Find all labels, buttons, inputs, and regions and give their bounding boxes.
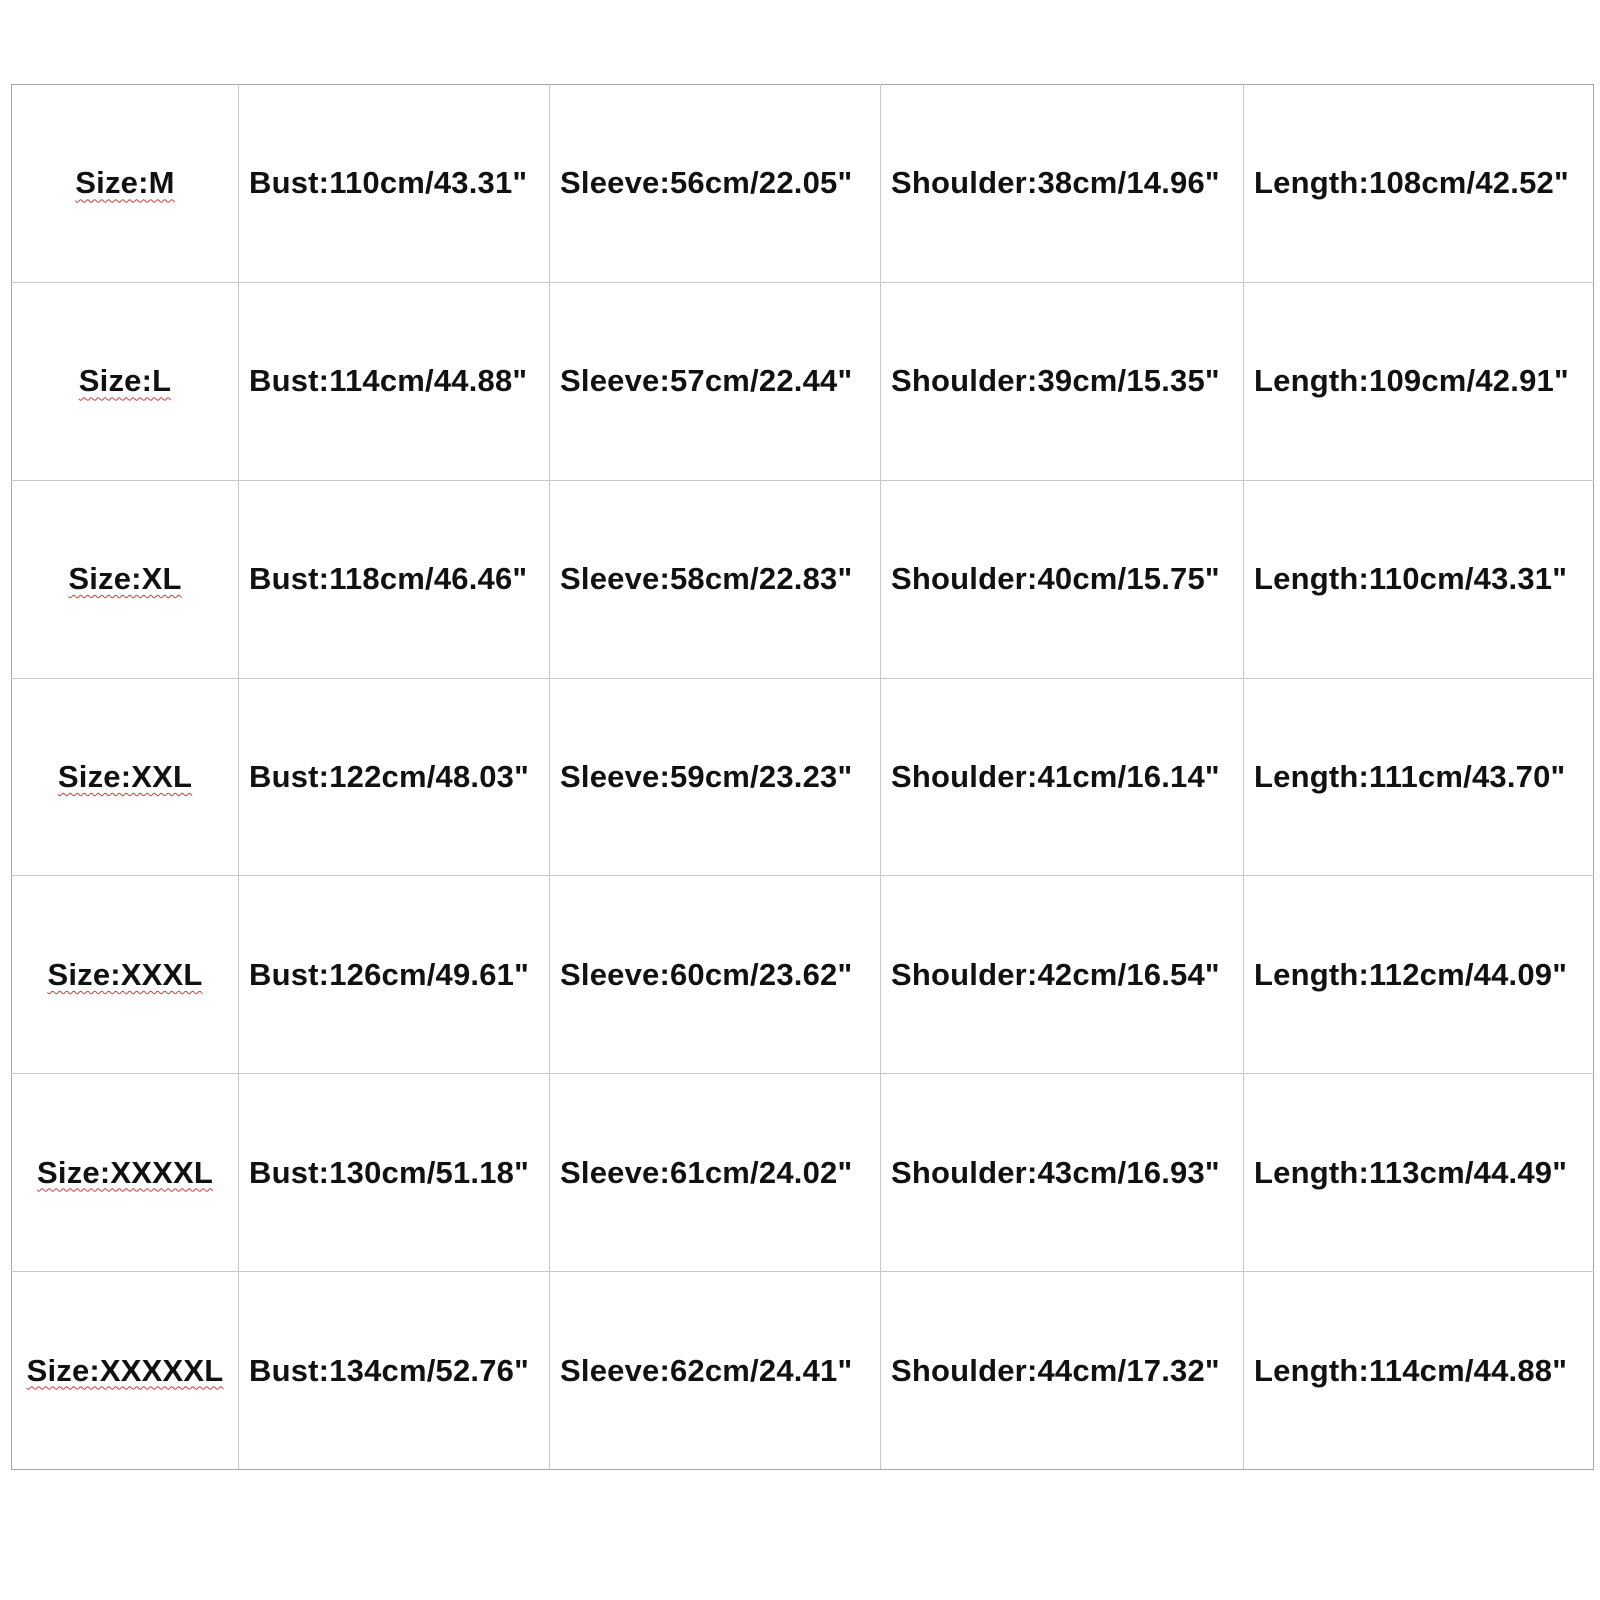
- size-cell: [12, 1272, 239, 1470]
- shoulder-cell: Shoulder:44cm/17.32": [881, 1272, 1244, 1470]
- bust-cell: Bust:122cm/48.03": [239, 678, 550, 876]
- size-row-xl: [12, 480, 1594, 678]
- size-label: Size:XL: [68, 561, 182, 597]
- sleeve-cell: Sleeve:59cm/23.23": [550, 678, 881, 876]
- size-row-xxxxl: [12, 1074, 1594, 1272]
- size-cell: [12, 480, 239, 678]
- length-cell: Length:113cm/44.49": [1244, 1074, 1594, 1272]
- size-cell: [12, 678, 239, 876]
- size-label: Size:XXXL: [47, 956, 203, 992]
- sleeve-cell: Sleeve:60cm/23.62": [550, 876, 881, 1074]
- bust-cell: Bust:134cm/52.76": [239, 1272, 550, 1470]
- size-cell: [12, 85, 239, 283]
- length-cell: Length:112cm/44.09": [1244, 876, 1594, 1074]
- size-chart-table: [11, 84, 1594, 1470]
- sleeve-cell: Sleeve:61cm/24.02": [550, 1074, 881, 1272]
- size-row-m: [12, 85, 1594, 283]
- size-cell: [12, 282, 239, 480]
- sleeve-cell: Sleeve:56cm/22.05": [550, 85, 881, 283]
- bust-cell: Bust:130cm/51.18": [239, 1074, 550, 1272]
- shoulder-cell: Shoulder:38cm/14.96": [881, 85, 1244, 283]
- size-cell: [12, 876, 239, 1074]
- size-row-xxxl: [12, 876, 1594, 1074]
- length-cell: Length:114cm/44.88": [1244, 1272, 1594, 1470]
- shoulder-cell: Shoulder:39cm/15.35": [881, 282, 1244, 480]
- bust-cell: Bust:126cm/49.61": [239, 876, 550, 1074]
- size-label: Size:XXXXL: [37, 1154, 213, 1190]
- sleeve-cell: Sleeve:57cm/22.44": [550, 282, 881, 480]
- shoulder-cell: Shoulder:41cm/16.14": [881, 678, 1244, 876]
- size-label: Size:XXXXXL: [26, 1352, 224, 1388]
- sleeve-cell: Sleeve:62cm/24.41": [550, 1272, 881, 1470]
- sleeve-cell: Sleeve:58cm/22.83": [550, 480, 881, 678]
- shoulder-cell: Shoulder:43cm/16.93": [881, 1074, 1244, 1272]
- size-label: Size:XXL: [57, 758, 193, 794]
- size-cell: [12, 1074, 239, 1272]
- bust-cell: Bust:110cm/43.31": [239, 85, 550, 283]
- shoulder-cell: Shoulder:42cm/16.54": [881, 876, 1244, 1074]
- size-label: Size:M: [75, 165, 175, 201]
- length-cell: Length:109cm/42.91": [1244, 282, 1594, 480]
- size-row-xxxxxl: [12, 1272, 1594, 1470]
- length-cell: Length:111cm/43.70": [1244, 678, 1594, 876]
- length-cell: Length:108cm/42.52": [1244, 85, 1594, 283]
- length-cell: Length:110cm/43.31": [1244, 480, 1594, 678]
- size-row-l: [12, 282, 1594, 480]
- size-row-xxl: [12, 678, 1594, 876]
- size-label: Size:L: [78, 363, 172, 399]
- bust-cell: Bust:118cm/46.46": [239, 480, 550, 678]
- bust-cell: Bust:114cm/44.88": [239, 282, 550, 480]
- shoulder-cell: Shoulder:40cm/15.75": [881, 480, 1244, 678]
